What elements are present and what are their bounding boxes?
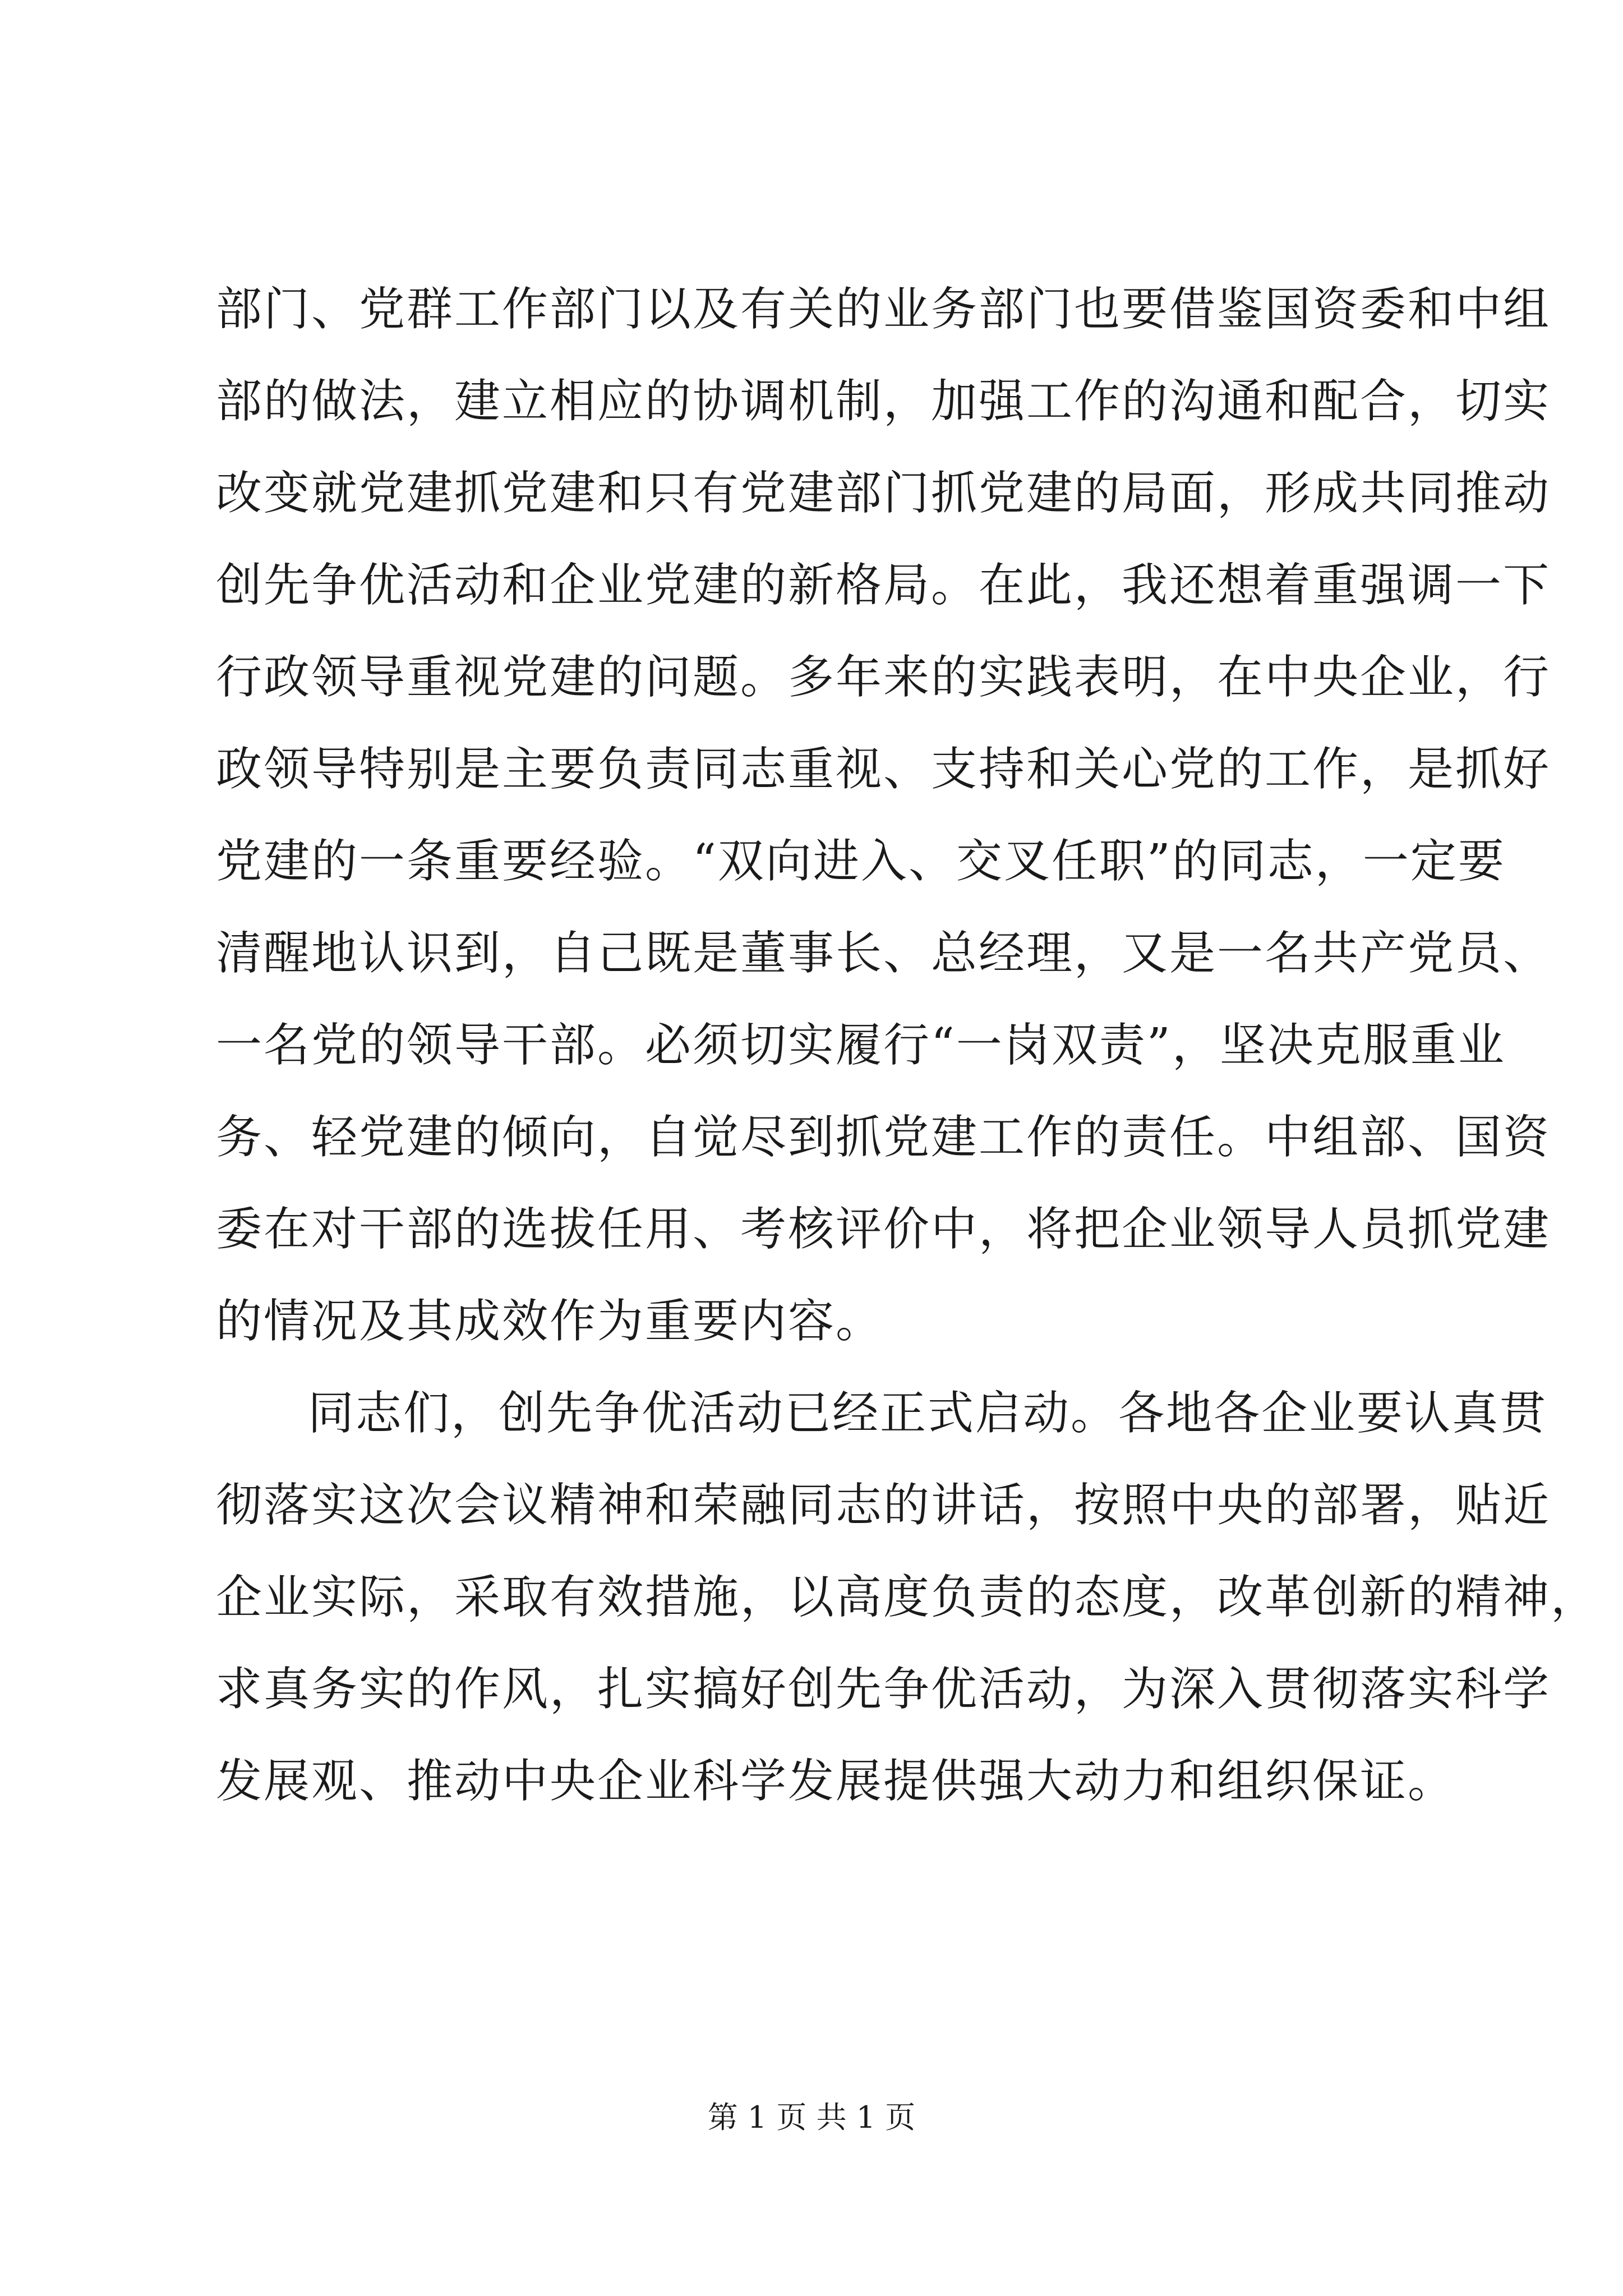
text-line: 彻落实这次会议精神和荣融同志的讲话，按照中央的部署，贴近: [216, 1479, 1551, 1532]
page-footer: [0, 2095, 1623, 2140]
document-body: [216, 264, 1599, 1828]
text-line: 清醒地认识到，自己既是董事长、总经理，又是一名共产党员、: [216, 927, 1551, 980]
text-line: 创先争优活动和企业党建的新格局。在此，我还想着重强调一下: [216, 559, 1551, 612]
text-line: 委在对干部的选拔任用、考核评价中，将把企业领导人员抓党建: [216, 1203, 1551, 1256]
text-line: 的情况及其成效作为重要内容。: [216, 1295, 884, 1348]
text-line: 部门、党群工作部门以及有关的业务部门也要借鉴国资委和中组: [216, 283, 1551, 336]
paragraph-1: [216, 264, 1551, 1368]
text-line: 政领导特别是主要负责同志重视、支持和关心党的工作，是抓好: [216, 743, 1551, 796]
text-line: 求真务实的作风，扎实搞好创先争优活动，为深入贯彻落实科学: [216, 1663, 1551, 1716]
paragraph-2: [216, 1368, 1599, 1828]
text-line: 党建的一条重要经验。“双向进入、交叉任职”的同志，一定要: [216, 835, 1506, 888]
text-line: 发展观、推动中央企业科学发展提供强大动力和组织保证。: [216, 1755, 1456, 1808]
text-line: 企业实际，采取有效措施，以高度负责的态度，改革创新的精神，: [216, 1571, 1599, 1624]
text-line: 改变就党建抓党建和只有党建部门抓党建的局面，形成共同推动: [216, 467, 1551, 520]
text-line: 同志们，创先争优活动已经正式启动。各地各企业要认真贯: [308, 1387, 1548, 1440]
page-number-label: 第 1 页 共 1 页: [707, 2100, 916, 2135]
text-line: 一名党的领导干部。必须切实履行“一岗双责”，坚决克服重业: [216, 1019, 1506, 1072]
text-line: 行政领导重视党建的问题。多年来的实践表明，在中央企业，行: [216, 651, 1551, 704]
text-line: 务、轻党建的倾向，自觉尽到抓党建工作的责任。中组部、国资: [216, 1111, 1551, 1164]
text-line: 部的做法，建立相应的协调机制，加强工作的沟通和配合，切实: [216, 375, 1551, 428]
